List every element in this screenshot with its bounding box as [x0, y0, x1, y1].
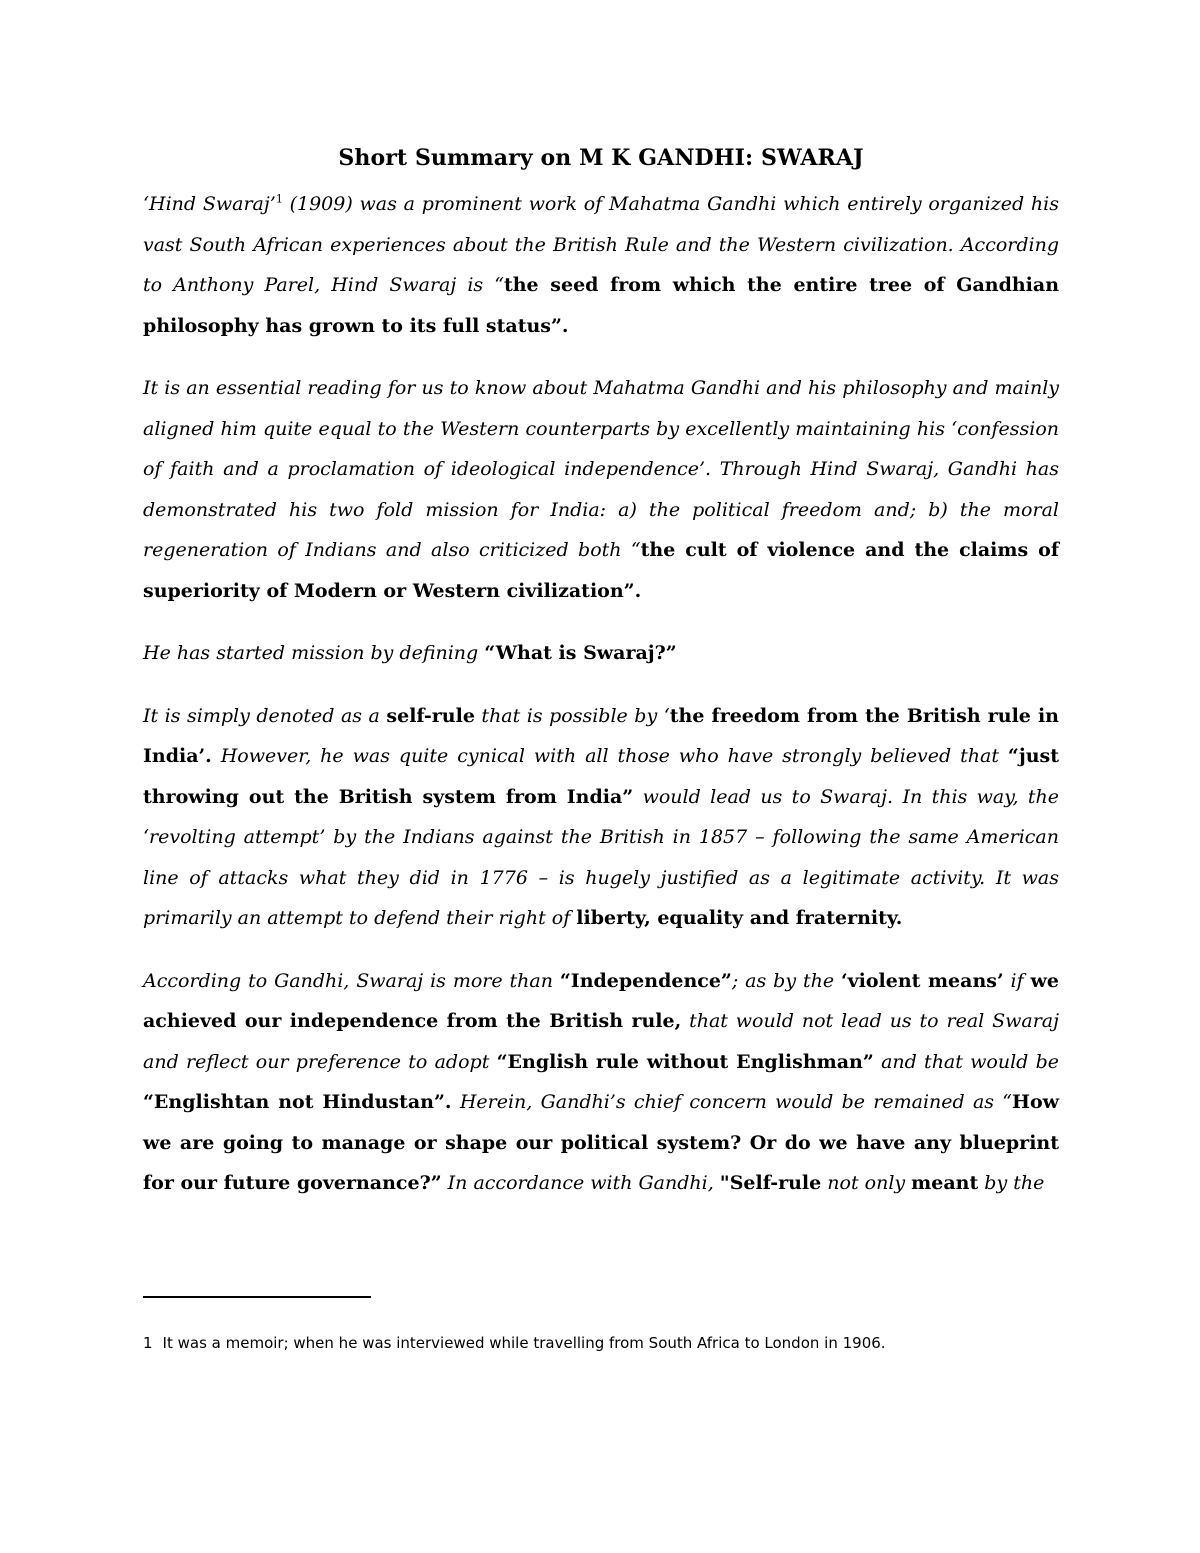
p4-text-g: would lead us to Swaraj. In this way, the ‘revolting attempt’ by the Indians against the British in 1857 – following the same American line of attacks what they did in 1776 – is hugely justified as a legitimate activity. It was primarily an attempt to defend their right of: [143, 785, 1059, 929]
p5-text-i: and that would be: [873, 1050, 1060, 1073]
p4-bold-f: “just throwing out the British system from India”: [143, 745, 1059, 808]
p5-bold-j: “Englishtan not Hindustan”.: [143, 1091, 452, 1113]
paragraph-2: [143, 368, 1059, 611]
p2-text-a: It is an essential reading for us to know about Mahatma Gandhi and his philosophy and mainly aligned him quite equal to the Western counterparts by excellently maintaining his ‘confession of faith and a proclamation of ideological independence’. Through Hind Swaraj, Gandhi has demonstrated his two fold mission for India: a) the political freedom and; b) the moral regeneration of Indians and also criticized both “: [143, 377, 1059, 561]
p5-text-a: According to Gandhi, Swaraj is more than: [143, 969, 560, 992]
footnote-text: It was a memoir; when he was interviewed while travelling from South Africa to London in 1906.: [162, 1334, 886, 1352]
p1-bold-quote: the seed from which the entire tree of Gandhian philosophy has grown to its full status”.: [143, 274, 1060, 337]
footnote-ref: 1: [275, 192, 283, 206]
p5-bold-b: “Independence”: [559, 969, 732, 992]
p4-text-c: that is possible by ‘: [474, 704, 670, 727]
p5-bold-d: ‘violent means’: [841, 969, 1004, 992]
footnote-separator: [143, 1296, 371, 1298]
p5-text-k: Herein, Gandhi’s chief concern would be remained as “: [451, 1091, 1013, 1113]
page-title: Short Summary on M K GANDHI: SWARAJ: [338, 145, 864, 171]
p4-bold-h: liberty, equality and fraternity: [576, 907, 896, 929]
p5-text-m: In accordance with Gandhi,: [441, 1172, 720, 1194]
p1-text-b: (1909) was a prominent work of Mahatma Gandhi which entirely organized his vast South African experiences about the British Rule and the Western civilization. According to Anthony Parel, Hind Swaraj is “: [143, 193, 1059, 296]
p3-text-a: He has started mission by defining: [143, 642, 485, 664]
p5-text-q: by the: [978, 1172, 1045, 1194]
p4-period: .: [895, 907, 903, 929]
p5-bold-h: “English rule without Englishman”: [496, 1050, 874, 1073]
p5-text-o: not only: [821, 1172, 912, 1194]
p5-bold-f: we achieved our independence from the British rule,: [143, 969, 1059, 1032]
paragraph-1: [143, 184, 1059, 346]
p5-text-c: ; as by the: [731, 969, 842, 992]
p3-bold-question: “What is Swaraj?”: [484, 642, 677, 664]
p4-bold-b: self-rule: [386, 704, 475, 727]
p4-text-a: It is simply denoted as a: [143, 704, 387, 727]
p1-text-a: ‘Hind Swaraj’: [143, 193, 276, 215]
p4-bold-d: the freedom from the British rule in India’.: [143, 704, 1059, 767]
p5-bold-l: How we are going to manage or shape our political system? Or do we have any blueprint for our future governance?”: [143, 1091, 1059, 1194]
footnote-number: 1: [143, 1334, 153, 1352]
p5-bold-p: meant: [911, 1172, 979, 1194]
paragraph-3: [143, 633, 1059, 674]
p4-text-e: However, he was quite cynical with all those who have strongly believed that: [211, 745, 1008, 767]
paragraph-4: [143, 696, 1059, 939]
p5-text-g: that would not lead us to real Swaraj and reflect our preference to adopt: [143, 1010, 1059, 1073]
p2-bold-quote: the cult of violence and the claims of superiority of Modern or Western civilization”.: [143, 539, 1059, 602]
footnote: [143, 1332, 1059, 1354]
p5-text-e: if: [1003, 969, 1031, 992]
p5-bold-n: "Self-rule: [719, 1172, 822, 1194]
document-body: [143, 138, 1059, 1226]
paragraph-5: [143, 961, 1059, 1204]
